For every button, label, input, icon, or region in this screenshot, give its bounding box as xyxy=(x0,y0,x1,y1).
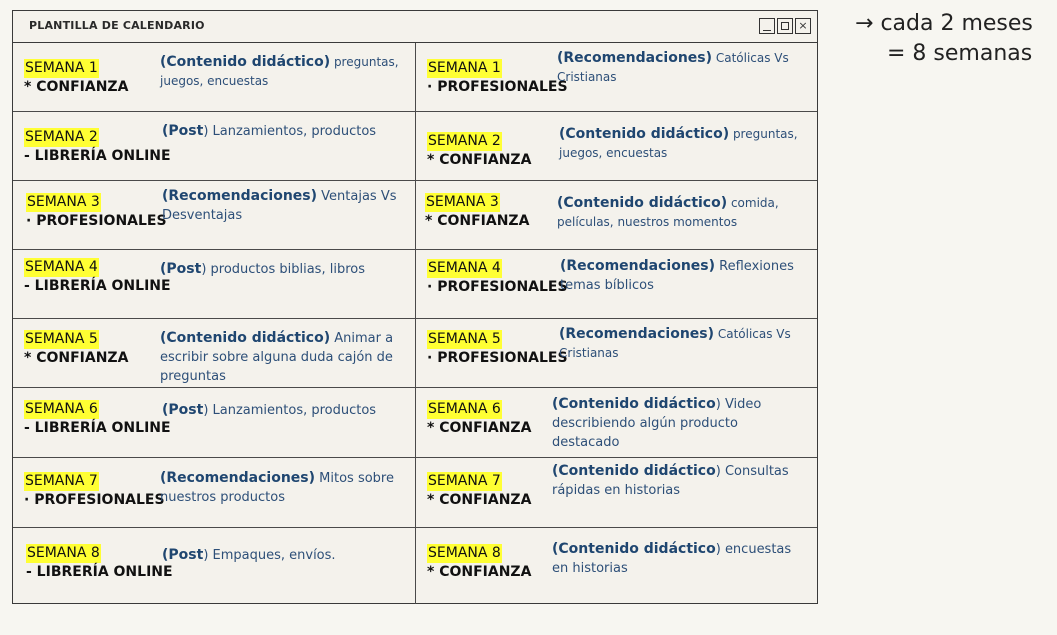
calendar-cell-right-6 xyxy=(416,388,817,458)
week-category: - LIBRERÍA ONLINE xyxy=(26,564,173,580)
week-category: * CONFIANZA xyxy=(427,152,532,168)
week-label xyxy=(24,330,128,368)
content-type: (Contenido didáctico) xyxy=(160,330,331,346)
content-description xyxy=(552,395,777,452)
week-label xyxy=(425,193,529,231)
week-number: SEMANA 4 xyxy=(25,259,98,275)
week-category: - LIBRERÍA ONLINE xyxy=(24,278,171,294)
calendar-cell-left-8 xyxy=(13,528,416,604)
content-description xyxy=(552,462,797,500)
week-number: SEMANA 6 xyxy=(25,401,98,417)
calendar-cell-left-3 xyxy=(13,181,416,250)
week-label xyxy=(427,132,531,170)
content-description xyxy=(162,187,402,225)
week-category: · PROFESIONALES xyxy=(427,279,568,295)
content-type: (Contenido didáctico) xyxy=(557,195,728,211)
calendar-cell-right-5 xyxy=(416,319,817,388)
window-titlebar[interactable] xyxy=(13,11,817,43)
content-text: Animar a escribir sobre alguna duda cajón de preguntas xyxy=(160,331,394,384)
content-text: Mitos sobre nuestros productos xyxy=(160,471,394,505)
calendar-cell-left-1 xyxy=(13,43,416,112)
content-description xyxy=(160,53,400,91)
content-type: (Recomendaciones) xyxy=(162,188,318,204)
week-category: * CONFIANZA xyxy=(427,564,532,580)
calendar-cell-right-4 xyxy=(416,250,817,319)
content-type: (Contenido didáctico) xyxy=(559,126,730,142)
content-type: (Post xyxy=(162,547,204,563)
week-label xyxy=(427,544,531,582)
calendar-cell-left-6 xyxy=(13,388,416,458)
week-category: * CONFIANZA xyxy=(24,350,129,366)
calendar-cell-right-2 xyxy=(416,112,817,181)
content-description xyxy=(160,260,400,279)
content-description xyxy=(559,125,799,163)
content-description xyxy=(160,329,405,386)
maximize-button[interactable] xyxy=(777,18,793,34)
week-label xyxy=(427,472,531,510)
week-label xyxy=(24,258,171,296)
week-number: SEMANA 2 xyxy=(428,133,501,149)
calendar-cell-right-8 xyxy=(416,528,817,604)
week-category: - LIBRERÍA ONLINE xyxy=(24,148,171,164)
week-label xyxy=(24,400,171,438)
week-label xyxy=(24,472,165,510)
arrow-right-icon: → xyxy=(855,11,874,36)
content-description xyxy=(162,122,402,141)
content-text: preguntas, juegos, encuestas xyxy=(559,127,798,160)
content-text: Ventajas Vs Desventajas xyxy=(162,189,397,223)
week-category: * CONFIANZA xyxy=(427,420,532,436)
week-category: · PROFESIONALES xyxy=(427,350,568,366)
note-line-2: = 8 semanas xyxy=(887,41,1033,66)
calendar-cell-left-7 xyxy=(13,458,416,528)
content-description xyxy=(557,194,797,232)
content-text: Reflexiones temas bíblicos xyxy=(560,259,794,293)
week-number: SEMANA 8 xyxy=(27,545,100,561)
week-number: SEMANA 6 xyxy=(428,401,501,417)
week-category: · PROFESIONALES xyxy=(26,213,167,229)
week-number: SEMANA 3 xyxy=(27,194,100,210)
content-description xyxy=(557,49,807,87)
week-label xyxy=(427,400,531,438)
content-text: Católicas Vs Cristianas xyxy=(559,327,791,360)
week-category: * CONFIANZA xyxy=(24,79,129,95)
content-type: (Recomendaciones) xyxy=(559,326,715,342)
content-type: (Post xyxy=(162,402,204,418)
content-text: ) productos biblias, libros xyxy=(201,262,365,277)
content-text: ) encuestas en historias xyxy=(552,542,792,576)
week-number: SEMANA 5 xyxy=(428,331,501,347)
week-number: SEMANA 3 xyxy=(426,194,499,210)
content-text: preguntas, juegos, encuestas xyxy=(160,55,399,88)
calendar-grid xyxy=(13,43,817,604)
content-description xyxy=(559,325,809,363)
week-label xyxy=(24,128,171,166)
window-title: PLANTILLA DE CALENDARIO xyxy=(29,19,205,32)
content-type: (Recomendaciones) xyxy=(560,258,716,274)
content-type: (Post xyxy=(160,261,202,277)
content-description xyxy=(162,546,402,565)
content-type: (Contenido didáctico) xyxy=(160,54,331,70)
content-description xyxy=(162,401,402,420)
week-category: * CONFIANZA xyxy=(427,492,532,508)
calendar-cell-right-7 xyxy=(416,458,817,528)
note-line-1: cada 2 meses xyxy=(880,11,1033,36)
content-type: (Recomendaciones) xyxy=(160,470,316,486)
week-category: * CONFIANZA xyxy=(425,213,530,229)
content-text: ) Video describiendo algún producto destacado xyxy=(552,397,762,450)
window-controls xyxy=(759,18,811,34)
minimize-button[interactable] xyxy=(759,18,775,34)
content-text: ) Lanzamientos, productos xyxy=(203,124,377,139)
week-number: SEMANA 7 xyxy=(428,473,501,489)
content-text: ) Lanzamientos, productos xyxy=(203,403,377,418)
content-type: (Recomendaciones) xyxy=(557,50,713,66)
week-label xyxy=(427,59,568,97)
week-number: SEMANA 1 xyxy=(25,60,98,76)
week-category: · PROFESIONALES xyxy=(24,492,165,508)
content-type: (Contenido didáctico xyxy=(552,463,716,479)
week-number: SEMANA 8 xyxy=(428,545,501,561)
close-button[interactable]: × xyxy=(795,18,811,34)
content-text: ) Consultas rápidas en historias xyxy=(552,464,789,498)
week-label xyxy=(427,330,568,368)
week-label xyxy=(26,193,167,231)
content-type: (Contenido didáctico xyxy=(552,396,716,412)
week-number: SEMANA 7 xyxy=(25,473,98,489)
calendar-cell-left-4 xyxy=(13,250,416,319)
week-label xyxy=(26,544,173,582)
week-number: SEMANA 1 xyxy=(428,60,501,76)
week-number: SEMANA 2 xyxy=(25,129,98,145)
content-description xyxy=(560,257,800,295)
calendar-cell-right-1 xyxy=(416,43,817,112)
content-type: (Contenido didáctico xyxy=(552,541,716,557)
week-category: - LIBRERÍA ONLINE xyxy=(24,420,171,436)
content-description xyxy=(160,469,400,507)
calendar-cell-left-5 xyxy=(13,319,416,388)
content-description xyxy=(552,540,797,578)
side-note xyxy=(855,9,1033,69)
content-type: (Post xyxy=(162,123,204,139)
calendar-cell-left-2 xyxy=(13,112,416,181)
week-label xyxy=(24,59,128,97)
week-number: SEMANA 4 xyxy=(428,260,501,276)
calendar-cell-right-3 xyxy=(416,181,817,250)
content-text: ) Empaques, envíos. xyxy=(203,548,336,563)
week-number: SEMANA 5 xyxy=(25,331,98,347)
week-category: · PROFESIONALES xyxy=(427,79,568,95)
content-text: comida, películas, nuestros momentos xyxy=(557,196,779,229)
week-label xyxy=(427,259,568,297)
content-text: Católicas Vs Cristianas xyxy=(557,51,789,84)
calendar-template-window xyxy=(12,10,818,604)
